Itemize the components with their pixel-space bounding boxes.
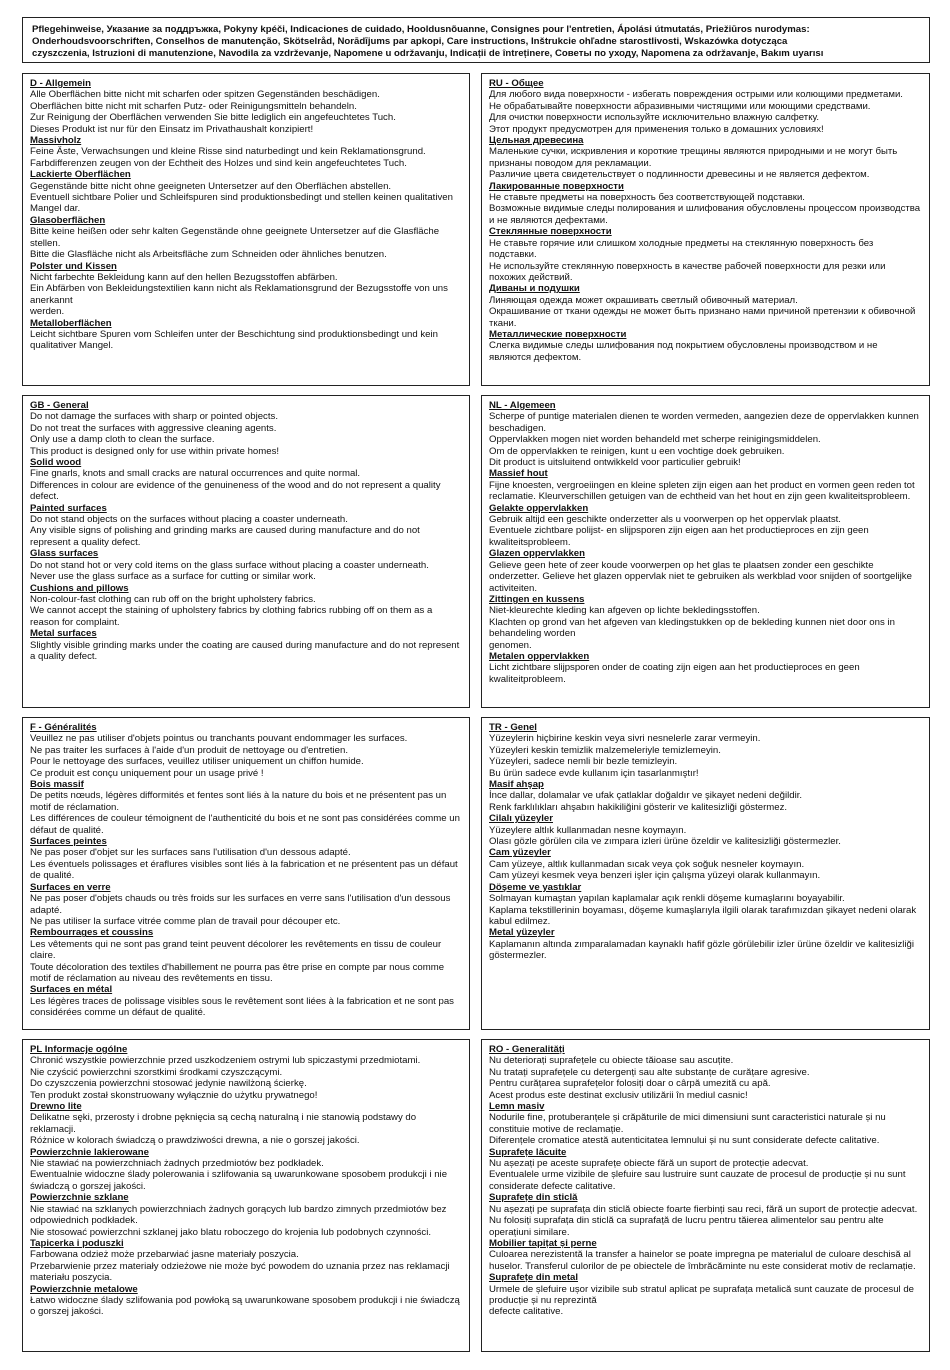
instruction-text: Ne pas traiter les surfaces à l'aide d'un produit de nettoyage ou d'entretien. <box>30 744 349 756</box>
instruction-text: Do not treat the surfaces with aggressive cleaning agents. <box>30 422 277 434</box>
subsection-heading: Rembourrages et coussins <box>30 927 154 939</box>
section-title: RO - Generalități <box>489 1044 565 1055</box>
header-line: czyszczenia, Istruzioni di manutenzione, Navodila za vzdrževanje, Napomene u održavanju, Indicații de întreținere, Советы по уходу, Napomena za održavanje, Bakım uyarısı <box>32 48 824 59</box>
instruction-text: Veuillez ne pas utiliser d'objets pointus ou tranchants pouvant endommager les surfaces. <box>30 733 408 745</box>
instruction-text: Fine gnarls, knots and small cracks are natural occurrences and quite normal. <box>30 468 361 480</box>
subsection-heading: Стеклянные поверхности <box>489 226 612 238</box>
section-de <box>22 73 470 386</box>
instruction-text: Non-colour-fast clothing can rub off on the bright upholstery fabrics. <box>30 593 316 605</box>
section-title: GB - General <box>30 400 89 411</box>
subsection-heading: Lackierte Oberflächen <box>30 169 131 181</box>
instruction-text: Do not stand hot or very cold items on the glass surface without placing a coaster underneath. <box>30 559 429 571</box>
instruction-text: Маленькие сучки, искривления и короткие трещины являются природными и не могут быть признаны поводом для рекламации. <box>489 146 898 169</box>
instruction-text: Om de oppervlakken te reinigen, kunt u een vochtige doek gebruiken. <box>489 445 785 457</box>
instruction-text: Kaplama tekstillerinin boyaması, döşeme kumaşlarıyla ilgili olarak tarafımızdan şikayet nedeni olarak kabul edilmez. <box>489 904 917 927</box>
subsection-heading: Metal yüzeyler <box>489 927 555 939</box>
subsection-heading: Suprafețe din metal <box>489 1272 579 1284</box>
subsection-heading: Drewno lite <box>30 1101 82 1113</box>
subsection-heading: Glass surfaces <box>30 548 99 560</box>
instruction-text: Slightly visible grinding marks under the coating are caused during manufacture and do not represent a quality defect. <box>30 639 460 662</box>
instruction-text: Ein Abfärben von Bekleidungstextilien kann nicht als Reklamationsgrund der Bezugsstoffe von uns anerkannt <box>30 283 448 306</box>
subsection-heading: Glasoberflächen <box>30 214 106 226</box>
subsection-heading: Цельная древесина <box>489 135 584 147</box>
subsection-heading: Cilalı yüzeyler <box>489 813 553 825</box>
instruction-text: Окрашивание от ткани одежды не может быть признано нами причиной претензии к обивочной ткани. <box>489 306 916 329</box>
subsection-heading: Tapicerka i poduszki <box>30 1237 124 1249</box>
instruction-text: De petits nœuds, légères difformités et fentes sont liés à la nature du bois et ne présentent pas un motif de réclamation. <box>30 790 447 813</box>
header-line: Pflegehinweise, Указание за поддръжка, Pokyny kpéči, Indicaciones de cuidado, Hooldusnõuanne, Consignes pour l'entretien, Ápolási útmutatás, Priežiūros nurodymas: <box>32 24 810 35</box>
section-pl <box>22 1039 470 1352</box>
instruction-text: genomen. <box>489 639 532 651</box>
instruction-text: Bu ürün sadece evde kullanım için tasarlanmıştır! <box>489 767 699 779</box>
instruction-text: Never use the glass surface as a surface for cutting or similar work. <box>30 571 316 583</box>
instruction-text: Eventualele urme vizibile de șlefuire sau lustruire sunt cauzate de procesul de producție și nu sunt considerate defecte calitative. <box>489 1169 906 1192</box>
instruction-text: Toute décoloration des textiles d'habillement ne pourra pas être prise en compte par nous comme motif de réclamation au niveau des revêtements en tissu. <box>30 961 445 984</box>
subsection-heading: Massivholz <box>30 135 82 147</box>
subsection-heading: Suprafețe din sticlă <box>489 1192 578 1204</box>
instruction-text: Licht zichtbare slijpsporen onder de coating zijn eigen aan het productieproces en geen kwaliteitprobleem. <box>489 662 860 685</box>
instruction-text: Gebruik altijd een geschikte onderzetter als u voorwerpen op het oppervlak plaatst. <box>489 514 841 526</box>
instruction-text: Pentru curățarea suprafețelor folosiți doar o cârpă umezită cu apă. <box>489 1078 771 1090</box>
instruction-text: Этот продукт предусмотрен для применения только в домашних условиях! <box>489 123 824 135</box>
instruction-text: Ce produit est conçu uniquement pour un usage privé ! <box>30 767 264 779</box>
section-ro <box>481 1039 930 1352</box>
instruction-text: Nu tratați suprafețele cu detergenți sau alte substanțe de curățare agresive. <box>489 1066 810 1078</box>
instruction-text: Ne pas poser d'objet sur les surfaces sans l'utilisation d'un dessous adapté. <box>30 847 351 859</box>
subsection-heading: Mobilier tapițat și perne <box>489 1237 597 1249</box>
subsection-heading: Лакированные поверхности <box>489 180 624 192</box>
subsection-heading: Painted surfaces <box>30 502 107 514</box>
instruction-text: Alle Oberflächen bitte nicht mit scharfen oder spitzen Gegenständen beschädigen. <box>30 89 380 101</box>
instruction-text: Не ставьте горячие или слишком холодные предметы на стеклянную поверхность без подставки. <box>489 237 874 261</box>
section-title: NL - Algemeen <box>489 400 556 411</box>
instruction-text: Les vêtements qui ne sont pas grand teint peuvent décolorer les revêtements en tissu de couleur claire. <box>30 938 442 962</box>
subsection-heading: Powierzchnie szklane <box>30 1192 129 1204</box>
section-title: F - Généralités <box>30 722 97 733</box>
subsection-heading: Surfaces en verre <box>30 881 111 893</box>
instruction-text: Nie stosować powierzchni szklanej jako blatu roboczego do krojenia lub podobnych czynności. <box>30 1226 432 1238</box>
instruction-text: Ne pas utiliser la surface vitrée comme plan de travail pour découper etc. <box>30 915 341 927</box>
section-title: RU - Общее <box>489 78 544 89</box>
subsection-heading: Gelakte oppervlakken <box>489 502 589 514</box>
instruction-text: Для любого вида поверхности - избегать повреждения острыми или колющими предметами. <box>489 89 903 101</box>
section-fr <box>22 717 470 1030</box>
instruction-text: Nie czyścić powierzchni szorstkimi środkami czyszczącymi. <box>30 1066 283 1078</box>
instruction-text: Ne pas poser d'objets chauds ou très froids sur les surfaces en verre sans l'utilisation d'un dessous adapté. <box>30 893 451 916</box>
subsection-heading: Bois massif <box>30 779 84 791</box>
instruction-text: Yüzeyleri, sadece nemli bir bezle temizleyin. <box>489 756 678 768</box>
instruction-text: Линяющая одежда может окрашивать светлый обивочный материал. <box>489 294 798 306</box>
section-nl <box>481 395 930 708</box>
instruction-text: Ten produkt został skonstruowany wyłącznie do użytku prywatnego! <box>30 1089 318 1101</box>
subsection-heading: Zittingen en kussens <box>489 593 585 605</box>
subsection-heading: Powierzchnie lakierowane <box>30 1146 149 1158</box>
instruction-text: Solmayan kumaştan yapılan kaplamalar açık renkli döşeme kumaşlarını boyayabilir. <box>489 893 845 905</box>
instruction-text: Dit product is uitsluitend ontwikkeld voor particulier gebruik! <box>489 457 741 469</box>
subsection-heading: Cam yüzeyler <box>489 847 551 859</box>
instruction-text: Do not damage the surfaces with sharp or pointed objects. <box>30 411 278 423</box>
instruction-text: Oppervlakken mogen niet worden behandeld met scherpe reinigingsmiddelen. <box>489 434 821 446</box>
subsection-heading: Solid wood <box>30 457 82 469</box>
instruction-text: Les éventuels polissages et éraflures visibles sont liés à la fabrication et ne présentent pas un défaut de qualité. <box>30 858 458 882</box>
subsection-heading: Glazen oppervlakken <box>489 548 585 560</box>
instruction-text: Feine Äste, Verwachsungen und kleine Risse sind naturbedingt und kein Reklamationsgrund. <box>30 146 426 158</box>
instruction-text: Pour le nettoyage des surfaces, veuillez utiliser uniquement un chiffon humide. <box>30 756 364 768</box>
instruction-text: Les différences de couleur témoignent de l'authenticité du bois et ne sont pas considérées comme un défaut de qualité. <box>30 813 460 836</box>
instruction-text: Łatwo widoczne ślady szlifowania pod powłoką są uwarunkowane sposobem produkcji i nie świadczą o gorszej jakości. <box>30 1294 460 1318</box>
care-instructions-header <box>22 17 930 63</box>
instruction-text: Acest produs este destinat exclusiv utilizării în mediul casnic! <box>489 1089 748 1101</box>
subsection-heading: Powierzchnie metalowe <box>30 1283 138 1295</box>
instruction-text: Возможные видимые следы полирования и шлифования обусловлены процессом производства и не являются дефектами. <box>489 203 921 226</box>
instruction-text: Leicht sichtbare Spuren vom Schleifen unter der Beschichtung sind produktionsbedingt und kein qualitativer Mangel. <box>30 328 438 352</box>
subsection-heading: Metal surfaces <box>30 628 97 640</box>
instruction-text: Culoarea nerezistentă la transfer a hainelor se poate impregna pe materialul de culoare deschisă al huselor. Transferul culorilor de pe obiectele de îmbrăcăminte nu este considerat motiv de reclamație. <box>489 1249 916 1272</box>
instruction-text: Fijne knoesten, vergroeiingen en kleine spleten zijn eigen aan het product en vormen geen reden tot reclamatie. Kleurverschillen getuigen van de echtheid van het hout en zijn geen kwaliteitsprobleem. <box>489 479 915 503</box>
subsection-heading: Döşeme ve yastıklar <box>489 881 582 893</box>
section-ru <box>481 73 930 386</box>
instruction-text: defecte calitative. <box>489 1306 564 1318</box>
section-tr <box>481 717 930 1030</box>
instruction-text: Не используйте стеклянную поверхность в качестве рабочей поверхности для резки или похожих действий. <box>489 260 886 283</box>
instruction-text: We cannot accept the staining of upholstery fabrics by clothing fabrics rubbing off on them as a reason for complaint. <box>30 605 433 628</box>
instruction-text: Różnice w kolorach świadczą o prawdziwości drewna, a nie o gorszej jakości. <box>30 1135 360 1147</box>
instruction-text: Do czyszczenia powierzchni stosować jedynie nawilżoną ścierkę. <box>30 1078 307 1090</box>
instruction-text: İnce dallar, dolamalar ve ufak çatlaklar doğaldır ve şikayet nedeni değildir. <box>489 790 803 802</box>
instruction-text: Cam yüzeye, altlık kullanmadan sıcak veya çok soğuk nesneler koymayın. <box>489 858 805 870</box>
instruction-text: Не обрабатывайте поверхности абразивными чистящими или моющими средствами. <box>489 100 871 112</box>
instruction-text: Farbdifferenzen zeugen von der Echtheit des Holzes und sind kein angefeuchtetes Tuch. <box>30 157 407 169</box>
instruction-text: Les légères traces de polissage visibles sous le revêtement sont liées à la fabrication et ne sont pas considérées comme un défaut de qualité. <box>30 995 454 1019</box>
instruction-text: Yüzeylere altlık kullanmadan nesne koymayın. <box>489 824 687 836</box>
instruction-text: Yüzeylerin hiçbirine keskin veya sivri nesnelerle zarar vermeyin. <box>489 733 761 745</box>
instruction-text: Не ставьте предметы на поверхность без соответствующей подставки. <box>489 192 805 204</box>
instruction-text: Scherpe of puntige materialen dienen te worden vermeden, aangezien deze de oppervlakken kunnen beschadigen. <box>489 411 919 434</box>
subsection-heading: Masif ahşap <box>489 779 544 791</box>
subsection-heading: Cushions and pillows <box>30 582 129 594</box>
instruction-text: Any visible signs of polishing and grinding marks are caused during manufacture and do not represent a quality defect. <box>30 525 420 548</box>
instruction-text: Bitte keine heißen oder sehr kalten Gegenstände ohne geeignete Untersetzer auf die Glasfläche stellen. <box>30 226 440 249</box>
instruction-text: Dieses Produkt ist nur für den Einsatz im Privathaushalt konzipiert! <box>30 123 314 135</box>
subsection-heading: Suprafețe lăcuite <box>489 1146 567 1158</box>
instruction-text: Niet-kleurechte kleding kan afgeven op lichte bekledingsstoffen. <box>489 605 760 617</box>
subsection-heading: Metalloberflächen <box>30 317 112 329</box>
subsection-heading: Metalen oppervlakken <box>489 650 590 662</box>
header-line: Onderhoudsvoorschriften, Conselhos de manutenção, Skötselråd, Norādījums par apkopi, Care instructions, Inštrukcie ohľadne starostlivosti, Wskazówka dotycząca <box>32 36 788 47</box>
section-title: TR - Genel <box>489 722 537 733</box>
instruction-text: Ewentualnie widoczne ślady polerowania i szlifowania są uwarunkowane sposobem produkcji i nie świadczą o gorszej jakości. <box>30 1169 448 1192</box>
instruction-text: Urmele de șlefuire ușor vizibile sub stratul aplicat pe suprafața metalică sunt cauzate de procesul de producție și nu reprezintă <box>489 1283 915 1306</box>
instruction-text: Kaplamanın altında zımparalamadan kaynaklı hafif gözle görülebilir izler ürüne özeldir ve kalitesizliği göstermezler. <box>489 938 915 962</box>
subsection-heading: Massief hout <box>489 468 548 480</box>
instruction-text: Nu așezați pe suprafața din sticlă obiecte foarte fierbinți sau reci, fără un suport de protecție adecvat. Nu folosiți suprafața din sticlă ca suprafață de lucru pentru tăierea alimentelor sau pentru alte operațiuni similare. <box>489 1203 918 1238</box>
instruction-text: Слегка видимые следы шлифования под покрытием обусловлены производством и не являются дефектом. <box>489 340 878 363</box>
section-gb <box>22 395 470 708</box>
instruction-text: Klachten op grond van het afgeven van kledingstukken op de bekleding kunnen niet door ons in behandeling worden <box>489 616 895 640</box>
subsection-heading: Surfaces en métal <box>30 984 113 996</box>
instruction-text: Only use a damp cloth to clean the surface. <box>30 434 215 446</box>
instruction-text: Przebarwienie przez materiały odzieżowe nie może być powodem do uznania przez nas reklamacji materiału poszycia. <box>30 1260 450 1284</box>
instruction-text: Cam yüzeyi kesmek veya benzeri işler için çalışma yüzeyi olarak kullanmayın. <box>489 870 821 882</box>
instruction-text: Различие цвета свидетельствует о подлинности древесины и не является дефектом. <box>489 169 870 181</box>
instruction-text: Nu așezați pe aceste suprafețe obiecte fără un suport de protecție adecvat. <box>489 1158 809 1170</box>
instruction-text: Eventuell sichtbare Polier und Schleifspuren sind produktionsbedingt und stellen keinen qualitativen Mangel dar. <box>30 192 453 215</box>
instruction-text: Nie stawiać na powierzchniach żadnych przedmiotów bez podkładek. <box>30 1158 324 1170</box>
instruction-text: werden. <box>30 306 65 318</box>
instruction-text: Nu deteriorați suprafețele cu obiecte tăioase sau ascuțite. <box>489 1055 734 1067</box>
subsection-heading: Polster und Kissen <box>30 260 117 272</box>
subsection-heading: Металлические поверхности <box>489 328 627 340</box>
subsection-heading: Lemn masiv <box>489 1101 545 1113</box>
instruction-text: Gelieve geen hete of zeer koude voorwerpen op het glas te plaatsen zonder een geschikte onderzetter. Gelieve het glazen oppervlak niet te gebruiken als werkblad voor snijden of soortgelijke activiteiten. <box>489 559 912 594</box>
instruction-text: Renk farklılıkları ahşabın hakikiliğini gösterir ve kalitesizliği göstermez. <box>489 801 788 813</box>
instruction-text: Gegenstände bitte nicht ohne geeigneten Untersetzer auf den Oberflächen abstellen. <box>30 180 392 192</box>
instruction-text: This product is designed only for use within private homes! <box>30 445 280 457</box>
instruction-text: Olası gözle görülen cila ve zımpara izleri ürüne özeldir ve kalitesizliği göstermezler. <box>489 836 841 848</box>
instruction-text: Oberflächen bitte nicht mit scharfen Putz- oder Reinigungsmitteln behandeln. <box>30 100 357 112</box>
instruction-text: Bitte die Glasfläche nicht als Arbeitsfläche zum Schneiden oder ähnliches benutzen. <box>30 249 387 261</box>
instruction-text: Do not stand objects on the surfaces without placing a coaster underneath. <box>30 514 348 526</box>
subsection-heading: Диваны и подушки <box>489 283 580 295</box>
instruction-text: Zur Reinigung der Oberflächen verwenden Sie bitte lediglich ein angefeuchtetes Tuch. <box>30 112 396 124</box>
instruction-text: Nie stawiać na szklanych powierzchniach żadnych gorących lub bardzo zimnych przedmiotów bez odpowiednich podkładek. <box>30 1203 447 1227</box>
section-title: D - Allgemein <box>30 78 91 89</box>
subsection-heading: Surfaces peintes <box>30 836 107 848</box>
instruction-text: Nicht farbechte Bekleidung kann auf den hellen Bezugsstoffen abfärben. <box>30 271 338 283</box>
instruction-text: Nodurile fine, protuberanțele și crăpăturile de mici dimensiuni sunt caracteristici naturale și nu constituie motive de reclamație. <box>489 1112 886 1135</box>
instruction-text: Eventuele zichtbare polijst- en slijpsporen zijn eigen aan het productieproces en zijn geen kwaliteitsprobleem. <box>489 525 869 548</box>
instruction-text: Farbowana odzież może przebarwiać jasne materiały poszycia. <box>30 1249 299 1261</box>
instruction-text: Yüzeyleri keskin temizlik malzemeleriyle temizlemeyin. <box>489 744 721 756</box>
instruction-text: Chronić wszystkie powierzchnie przed uszkodzeniem ostrymi lub spiczastymi przedmiotami. <box>30 1055 421 1067</box>
instruction-text: Delikatne sęki, przerosty i drobne pęknięcia są cechą naturalną i nie stanowią podstawy do reklamacji. <box>30 1112 417 1135</box>
instruction-text: Для очистки поверхности используйте исключительно влажную салфетку. <box>489 112 820 124</box>
instruction-text: Diferențele cromatice atestă autenticitatea lemnului și nu sunt considerate defecte calitative. <box>489 1135 880 1147</box>
section-title: PL Informacje ogólne <box>30 1044 128 1055</box>
instruction-text: Differences in colour are evidence of the genuineness of the wood and do not represent a quality defect. <box>30 479 441 503</box>
